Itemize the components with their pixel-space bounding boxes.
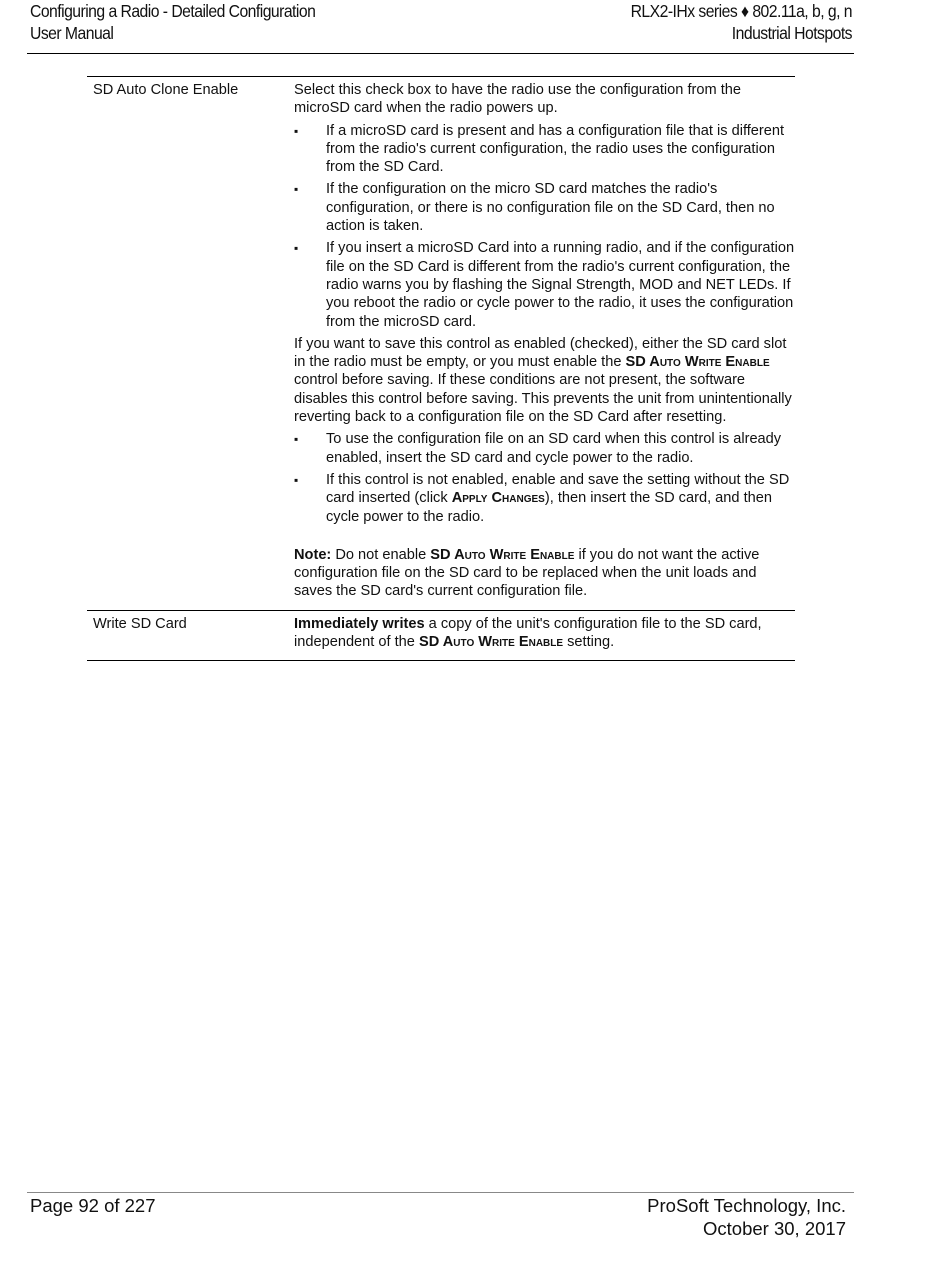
- header-right: [631, 0, 852, 44]
- table-row: [87, 610, 795, 661]
- page-number: Page 92 of 227: [30, 1195, 156, 1216]
- header-left: [30, 0, 315, 44]
- control-name: SD Auto Write Enable: [430, 546, 575, 563]
- text-run: If you want to save this control as enabled (checked), either the SD card slot in the radio must be empty, or you must enable the: [294, 335, 787, 371]
- bullet-list: [294, 122, 795, 331]
- parameter-table: [87, 76, 795, 661]
- control-name: SD Auto Write Enable: [418, 634, 564, 651]
- header-divider: [27, 53, 854, 54]
- text-run: ), then insert the SD card, and then cycle power to the radio.: [326, 490, 772, 525]
- emphasis: Immediately writes: [294, 615, 425, 632]
- text-run: a copy of the unit's configuration file to the SD card, independent of the: [294, 615, 762, 651]
- list-item: ▪ If the configuration on the micro SD card matches the radio's configuration, or there is no configuration file on the SD Card, then no action is taken.: [294, 180, 795, 235]
- list-item: ▪ If you insert a microSD Card into a running radio, and if the configuration file on the SD Card is different from the radio's current configuration, the radio warns you by flashing the Signal Strength, MOD and NET LEDs. If you reboot the radio or cycle power to the radio, it uses the configuration from the microSD card.: [294, 239, 795, 330]
- description-paragraph: [294, 335, 795, 426]
- company-name: ProSoft Technology, Inc.: [647, 1195, 846, 1216]
- header-product: RLX2-IHx series ♦ 802.11a, b, g, n: [630, 1, 852, 21]
- description-paragraph: [294, 615, 795, 652]
- text-run: Do not enable: [331, 546, 431, 563]
- header-doc-type: User Manual: [30, 23, 114, 43]
- description-intro: Select this check box to have the radio use the configuration from the microSD card when the radio powers up.: [294, 82, 741, 117]
- bullet-list: [294, 430, 795, 525]
- parameter-name: Write SD Card: [93, 615, 187, 632]
- page-header: [30, 0, 852, 54]
- note: [294, 546, 795, 601]
- table-row: [87, 77, 795, 611]
- text-run: control before saving. If these conditions are not present, the software disables this control before saving. This prevents the unit from unintentionally reverting back to a configuration file on the SD Card after resetting.: [294, 372, 792, 426]
- note-label: Note:: [294, 546, 332, 563]
- list-item: ▪ If a microSD card is present and has a configuration file that is different from the radio's current configuration, the radio uses the configuration from the SD Card.: [294, 122, 795, 177]
- control-name: SD Auto Write Enable: [625, 354, 770, 371]
- publish-date: October 30, 2017: [703, 1218, 846, 1239]
- text-run: setting.: [563, 634, 615, 651]
- spacer: [294, 530, 795, 546]
- header-chapter-title: Configuring a Radio - Detailed Configuration: [30, 1, 316, 21]
- control-name: Apply Changes: [451, 490, 545, 507]
- text-run: if you do not want the active configuration file on the SD card to be replaced when the unit loads and saves the SD card's current configuration file.: [294, 546, 760, 600]
- list-item: [294, 471, 795, 526]
- parameter-description: [294, 610, 795, 661]
- parameter-name: SD Auto Clone Enable: [93, 82, 239, 98]
- list-item: ▪ To use the configuration file on an SD card when this control is already enabled, insert the SD card and cycle power to the radio.: [294, 430, 795, 467]
- parameter-description: [294, 77, 795, 611]
- text-run: If this control is not enabled, enable and save the setting without the SD card inserted (click: [326, 471, 790, 507]
- footer-right: [647, 1194, 846, 1240]
- footer-divider: [27, 1192, 854, 1193]
- header-product-line: Industrial Hotspots: [731, 23, 852, 43]
